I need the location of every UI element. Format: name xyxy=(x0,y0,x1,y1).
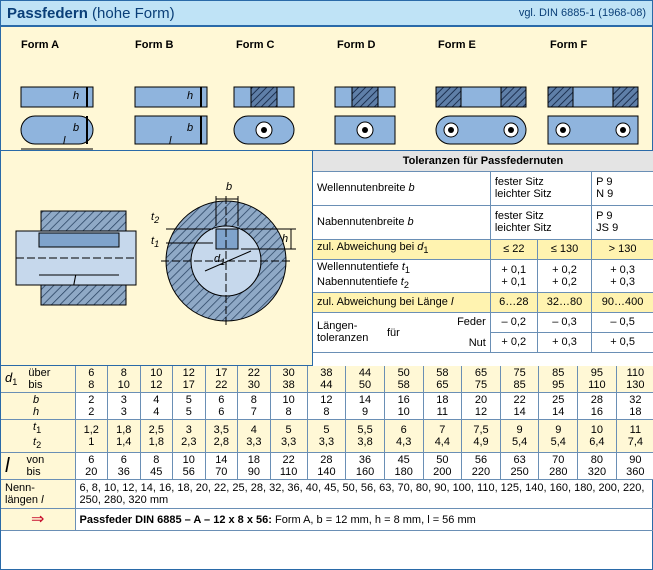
row-l-cell: 50 200 xyxy=(423,453,462,480)
naben-values: P 9 JS 9 xyxy=(592,205,653,239)
row-l-cell: 6 20 xyxy=(75,453,108,480)
row-l xyxy=(1,453,653,480)
row-d1-cell: 10 12 xyxy=(140,366,173,393)
row-t-cell: 7 4,4 xyxy=(423,420,462,453)
row-nennlaengen xyxy=(1,480,653,509)
tolerance-table xyxy=(312,151,653,366)
row-l-cell: 63 250 xyxy=(500,453,539,480)
depth-col: + 0,3 + 0,3 xyxy=(592,259,653,292)
row-t-cell: 3 2,3 xyxy=(173,420,206,453)
row-bh-cell: 2 2 xyxy=(75,393,108,420)
shaft-hub-drawing xyxy=(1,151,311,366)
row-l-cell: 90 360 xyxy=(616,453,653,480)
row-l-cell: 56 220 xyxy=(462,453,501,480)
row-l-cell: 14 70 xyxy=(205,453,238,480)
row-t-cell: 5 3,3 xyxy=(270,420,307,453)
row-l-cell: 8 45 xyxy=(140,453,173,480)
b-label-a: b xyxy=(73,122,80,134)
row-l-label: l von bis xyxy=(1,453,75,480)
row-bh-cell: 32 18 xyxy=(616,393,653,420)
row-l-cell: 70 280 xyxy=(539,453,578,480)
form-d-label: Form D xyxy=(337,39,376,51)
wellen-label: Wellennutenbreite b xyxy=(313,171,490,205)
h-label-b: h xyxy=(187,90,194,102)
nut-tol: + 0,3 xyxy=(537,332,591,352)
row-t-cell: 9 5,4 xyxy=(539,420,578,453)
dim-h-label: h xyxy=(282,233,289,245)
row-d1-cell: 8 10 xyxy=(108,366,141,393)
row-t-cell: 5 3,3 xyxy=(307,420,346,453)
nut-tol: + 0,5 xyxy=(592,332,653,352)
form-b-label: Form B xyxy=(135,39,174,51)
dimension-table xyxy=(1,366,653,531)
form-a-label: Form A xyxy=(21,39,60,51)
row-d1-cell: 17 22 xyxy=(205,366,238,393)
row-bh-cell: 25 14 xyxy=(539,393,578,420)
row-t-cell: 7,5 4,9 xyxy=(462,420,501,453)
row-l-cell: 28 140 xyxy=(307,453,346,480)
row-d1-cell: 75 85 xyxy=(500,366,539,393)
row-bh-cell: 14 9 xyxy=(346,393,385,420)
dim-t1-label: $t_1$ xyxy=(151,235,160,250)
row-d1-cell: 110 130 xyxy=(616,366,653,393)
row-d1-cell: 95 110 xyxy=(578,366,617,393)
forms-panel xyxy=(1,27,652,151)
row-bh-cell: 10 8 xyxy=(270,393,307,420)
row-l-cell: 45 180 xyxy=(384,453,423,480)
wellen-fits: fester Sitz leichter Sitz xyxy=(490,171,591,205)
row-d1-cell: 30 38 xyxy=(270,366,307,393)
depth-labels: Wellennutentiefe $t_1$ Nabennutentiefe $t_2$ xyxy=(313,259,490,292)
dim-d1-label: $d_1$ xyxy=(214,253,226,268)
row-l-cell: 22 110 xyxy=(270,453,307,480)
row-d1-cell: 58 65 xyxy=(423,366,462,393)
h-label-a: h xyxy=(73,90,80,102)
row-t-cell: 6 4,3 xyxy=(384,420,423,453)
row-l-cell: 80 320 xyxy=(578,453,617,480)
dev-d1-col: ≤ 22 xyxy=(490,239,537,259)
dim-b-label: b xyxy=(226,181,233,193)
nenn-values: 6, 8, 10, 12, 14, 16, 18, 20, 22, 25, 28, 32, 36, 40, 45, 50, 56, 63, 70, 80, 90, 100, 110, 125, 140, 160, 180, 200, 220, 250, 280, 320 mm xyxy=(75,480,653,509)
row-bh-cell: 12 8 xyxy=(307,393,346,420)
row-bh-cell: 28 16 xyxy=(578,393,617,420)
row-t-cell: 1,2 1 xyxy=(75,420,108,453)
row-t-cell: 2,5 1,8 xyxy=(140,420,173,453)
row-bh-cell: 6 6 xyxy=(205,393,238,420)
header xyxy=(1,1,652,27)
l-label-b: l xyxy=(169,135,172,147)
row-t-cell: 1,8 1,4 xyxy=(108,420,141,453)
tolerance-title: Toleranzen für Passfedernuten xyxy=(313,151,653,171)
wellen-values: P 9 N 9 xyxy=(592,171,653,205)
row-d1-cell: 85 95 xyxy=(539,366,578,393)
row-l-cell: 36 160 xyxy=(346,453,385,480)
row-l-cell: 10 56 xyxy=(173,453,206,480)
nut-tol: + 0,2 xyxy=(490,332,537,352)
depth-col: + 0,1 + 0,1 xyxy=(490,259,537,292)
l-label-a: l xyxy=(63,135,66,147)
row-d1-label: $d_1$ über bis xyxy=(1,366,75,393)
row-d1-cell: 50 58 xyxy=(384,366,423,393)
dev-d1-col: ≤ 130 xyxy=(537,239,591,259)
dim-l-label: l xyxy=(73,273,76,288)
row-bh-label: b h xyxy=(1,393,75,420)
form-c-label: Form C xyxy=(236,39,275,51)
row-t-cell: 9 5,4 xyxy=(500,420,539,453)
row-bh-cell: 3 3 xyxy=(108,393,141,420)
naben-fits: fester Sitz leichter Sitz xyxy=(490,205,591,239)
row-bh-cell: 22 14 xyxy=(500,393,539,420)
feder-tol: – 0,5 xyxy=(592,312,653,332)
form-e-label: Form E xyxy=(438,39,476,51)
row-bh-cell: 4 4 xyxy=(140,393,173,420)
standard-reference: vgl. DIN 6885-1 (1968-08) xyxy=(518,7,646,19)
len-tol-label: Längen- toleranzen für Feder Nut xyxy=(313,312,490,352)
row-example xyxy=(1,509,653,531)
dev-l-col: 90…400 xyxy=(592,292,653,312)
row-t-cell: 5,5 3,8 xyxy=(346,420,385,453)
row-d1-cell: 44 50 xyxy=(346,366,385,393)
row-t xyxy=(1,420,653,453)
row-d1 xyxy=(1,366,653,393)
row-d1-cell: 6 8 xyxy=(75,366,108,393)
row-bh xyxy=(1,393,653,420)
dev-d1-label: zul. Abweichung bei $d_1$ xyxy=(313,239,490,259)
row-d1-cell: 38 44 xyxy=(307,366,346,393)
row-t-cell: 10 6,4 xyxy=(578,420,617,453)
row-bh-cell: 5 5 xyxy=(173,393,206,420)
dev-l-col: 6…28 xyxy=(490,292,537,312)
example-text: Passfeder DIN 6885 – A – 12 x 8 x 56: Form A, b = 12 mm, h = 8 mm, l = 56 mm xyxy=(75,509,653,531)
row-l-cell: 18 90 xyxy=(238,453,271,480)
row-bh-cell: 16 10 xyxy=(384,393,423,420)
row-bh-cell: 8 7 xyxy=(238,393,271,420)
row-bh-cell: 18 11 xyxy=(423,393,462,420)
dev-l-col: 32…80 xyxy=(537,292,591,312)
row-d1-cell: 65 75 xyxy=(462,366,501,393)
feder-tol: – 0,3 xyxy=(537,312,591,332)
row-t-cell: 3,5 2,8 xyxy=(205,420,238,453)
row-l-cell: 6 36 xyxy=(108,453,141,480)
page-title: Passfedern (hohe Form) xyxy=(7,4,175,22)
naben-label: Nabennutenbreite b xyxy=(313,205,490,239)
dev-d1-col: > 130 xyxy=(592,239,653,259)
nenn-label: Nenn- längen l xyxy=(1,480,75,509)
row-bh-cell: 20 12 xyxy=(462,393,501,420)
depth-col: + 0,2 + 0,2 xyxy=(537,259,591,292)
b-label-b: b xyxy=(187,122,194,134)
row-t-label: $t_1$ $t_2$ xyxy=(1,420,75,453)
key-forms-drawing xyxy=(1,27,653,151)
feder-tol: – 0,2 xyxy=(490,312,537,332)
dim-t2-label: $t_2$ xyxy=(151,211,160,226)
row-t-cell: 4 3,3 xyxy=(238,420,271,453)
dev-l-label: zul. Abweichung bei Länge l xyxy=(313,292,490,312)
row-d1-cell: 12 17 xyxy=(173,366,206,393)
form-f-label: Form F xyxy=(550,39,588,51)
row-d1-cell: 22 30 xyxy=(238,366,271,393)
arrow-icon: ⇒ xyxy=(1,509,75,531)
row-t-cell: 11 7,4 xyxy=(616,420,653,453)
drawing-and-tolerances xyxy=(1,151,653,366)
